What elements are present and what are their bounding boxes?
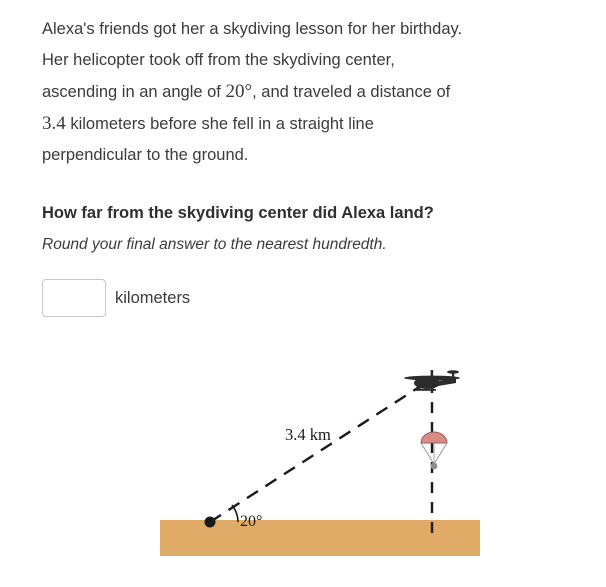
hypotenuse-label: 3.4 km xyxy=(285,425,331,444)
problem-line-2: Her helicopter took off from the skydiving center, xyxy=(42,51,395,69)
problem-line-5: perpendicular to the ground. xyxy=(42,146,249,164)
vertex-point-icon xyxy=(205,517,216,528)
problem-line-3-suffix: , and traveled a distance of xyxy=(252,83,451,101)
rounding-instruction: Round your final answer to the nearest hundredth. xyxy=(42,236,387,253)
angle-value: 20° xyxy=(225,81,253,102)
problem-line-4-suffix: kilometers before she fell in a straight line xyxy=(65,115,374,133)
hypotenuse-line xyxy=(210,380,430,522)
distance-value: 3.4 xyxy=(42,113,66,134)
problem-line-3-prefix: ascending in an angle of xyxy=(42,83,226,101)
parachute-icon xyxy=(421,432,447,469)
question-text: How far from the skydiving center did Alexa land? xyxy=(42,204,434,222)
angle-label: 20° xyxy=(240,513,263,530)
diagram-figure xyxy=(42,352,562,582)
problem-line-1: Alexa's friends got her a skydiving lesson for her birthday. xyxy=(42,20,463,38)
answer-input[interactable] xyxy=(42,279,106,317)
problem-statement xyxy=(42,14,584,171)
answer-row xyxy=(42,279,584,317)
angle-arc-icon xyxy=(232,505,238,522)
answer-unit-label: kilometers xyxy=(115,288,191,307)
helicopter-icon xyxy=(404,370,460,391)
